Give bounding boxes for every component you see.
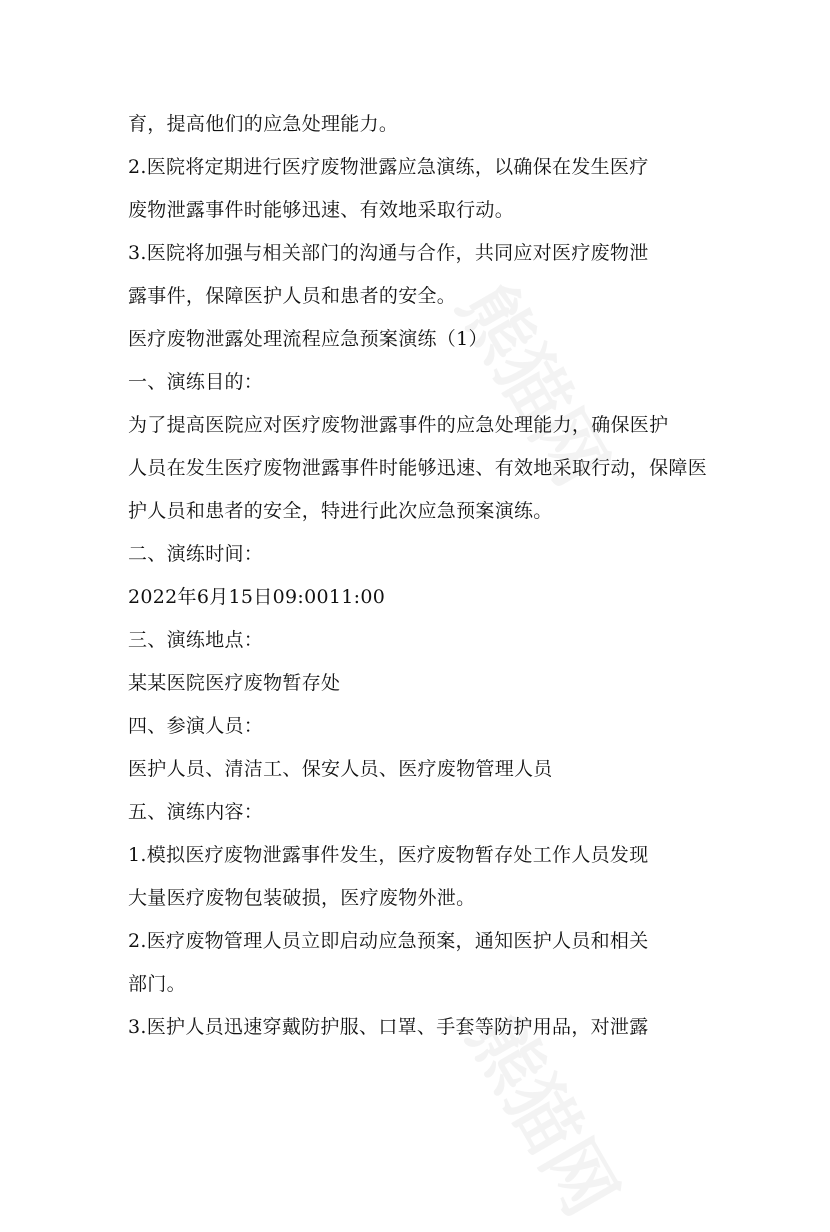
paragraph-line: 人员在发生医疗废物泄露事件时能够迅速、有效地采取行动，保障医 [128, 457, 708, 479]
heading-participants: 四、参演人员： [128, 715, 264, 737]
paragraph-line: 为了提高医院应对医疗废物泄露事件的应急处理能力，确保医护 [128, 414, 669, 436]
paragraph-line: 露事件，保障医护人员和患者的安全。 [128, 285, 457, 307]
heading-content: 五、演练内容： [128, 801, 264, 823]
paragraph-line: 3.医护人员迅速穿戴防护服、口罩、手套等防护用品，对泄露 [128, 1016, 649, 1038]
heading-location: 三、演练地点： [128, 629, 264, 651]
location-value: 某某医院医疗废物暂存处 [128, 672, 341, 694]
heading-time: 二、演练时间： [128, 543, 264, 565]
paragraph-line: 部门。 [128, 973, 186, 995]
paragraph-line: 3.医院将加强与相关部门的沟通与合作，共同应对医疗废物泄 [128, 242, 649, 264]
paragraph-line: 2.医疗废物管理人员立即启动应急预案，通知医护人员和相关 [128, 930, 649, 952]
time-value: 2022年6月15日09:0011:00 [128, 586, 386, 608]
paragraph-line: 1.模拟医疗废物泄露事件发生，医疗废物暂存处工作人员发现 [128, 844, 649, 866]
paragraph-line: 废物泄露事件时能够迅速、有效地采取行动。 [128, 199, 515, 221]
paragraph-line: 2.医院将定期进行医疗废物泄露应急演练，以确保在发生医疗 [128, 156, 649, 178]
section-title: 医疗废物泄露处理流程应急预案演练（1） [128, 328, 488, 350]
heading-purpose: 一、演练目的： [128, 371, 264, 393]
paragraph-line: 护人员和患者的安全，特进行此次应急预案演练。 [128, 500, 553, 522]
participants-value: 医护人员、清洁工、保安人员、医疗废物管理人员 [128, 758, 553, 780]
paragraph-line: 育，提高他们的应急处理能力。 [128, 113, 399, 135]
paragraph-line: 大量医疗废物包装破损，医疗废物外泄。 [128, 887, 476, 909]
